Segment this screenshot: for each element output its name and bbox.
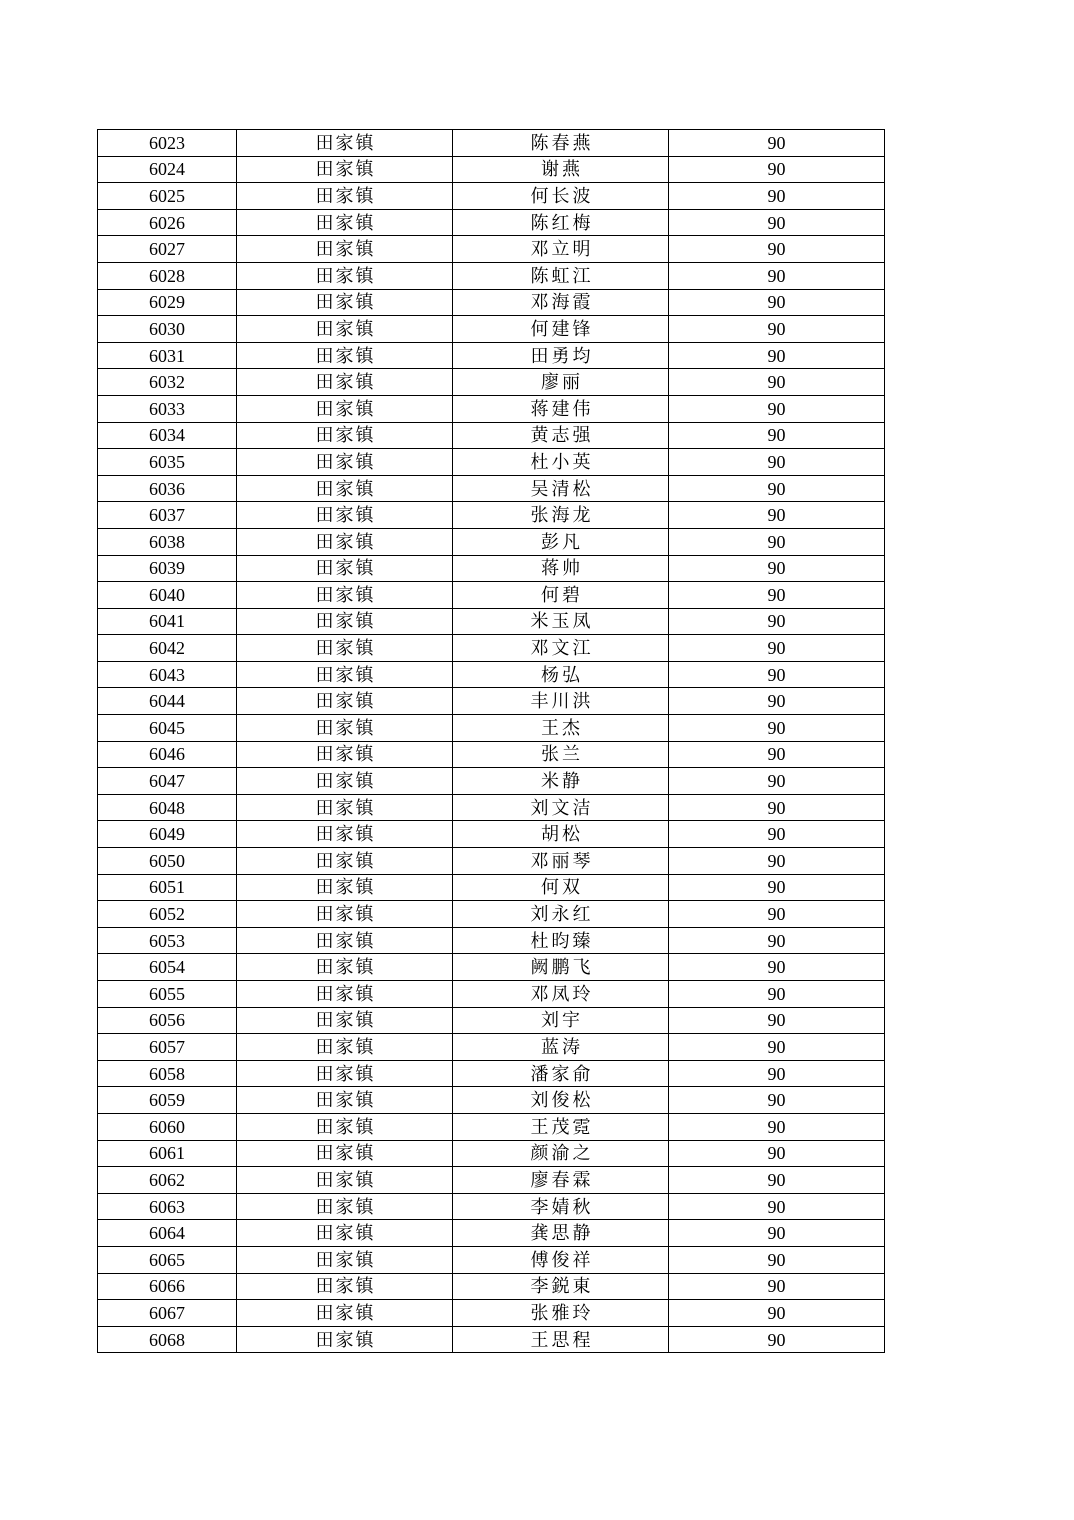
cell-town: 田家镇 bbox=[237, 342, 453, 369]
cell-id: 6023 bbox=[98, 130, 237, 157]
cell-id: 6032 bbox=[98, 369, 237, 396]
table-row bbox=[98, 981, 885, 1008]
table-row bbox=[98, 635, 885, 662]
cell-score: 90 bbox=[669, 236, 885, 263]
cell-name: 李婧秋 bbox=[453, 1193, 669, 1220]
cell-id: 6063 bbox=[98, 1193, 237, 1220]
table-row bbox=[98, 688, 885, 715]
cell-id: 6062 bbox=[98, 1167, 237, 1194]
cell-town: 田家镇 bbox=[237, 369, 453, 396]
cell-id: 6045 bbox=[98, 715, 237, 742]
cell-id: 6057 bbox=[98, 1034, 237, 1061]
cell-name: 米玉凤 bbox=[453, 608, 669, 635]
cell-score: 90 bbox=[669, 954, 885, 981]
table-row bbox=[98, 422, 885, 449]
table-row bbox=[98, 608, 885, 635]
table-row bbox=[98, 262, 885, 289]
table-row bbox=[98, 1273, 885, 1300]
table-row bbox=[98, 289, 885, 316]
cell-name: 陈红梅 bbox=[453, 209, 669, 236]
cell-town: 田家镇 bbox=[237, 183, 453, 210]
cell-id: 6046 bbox=[98, 741, 237, 768]
cell-name: 廖春霖 bbox=[453, 1167, 669, 1194]
cell-name: 张雅玲 bbox=[453, 1300, 669, 1327]
table-row bbox=[98, 395, 885, 422]
cell-town: 田家镇 bbox=[237, 236, 453, 263]
table-row bbox=[98, 449, 885, 476]
table-row bbox=[98, 1167, 885, 1194]
cell-town: 田家镇 bbox=[237, 1246, 453, 1273]
cell-score: 90 bbox=[669, 1246, 885, 1273]
table-row bbox=[98, 156, 885, 183]
cell-name: 田勇均 bbox=[453, 342, 669, 369]
cell-town: 田家镇 bbox=[237, 661, 453, 688]
cell-id: 6052 bbox=[98, 901, 237, 928]
table-row bbox=[98, 1007, 885, 1034]
cell-score: 90 bbox=[669, 1326, 885, 1353]
cell-id: 6050 bbox=[98, 848, 237, 875]
cell-name: 刘宇 bbox=[453, 1007, 669, 1034]
cell-town: 田家镇 bbox=[237, 1300, 453, 1327]
cell-name: 黄志强 bbox=[453, 422, 669, 449]
table-row bbox=[98, 183, 885, 210]
table-row bbox=[98, 1246, 885, 1273]
cell-score: 90 bbox=[669, 927, 885, 954]
cell-name: 杜昀臻 bbox=[453, 927, 669, 954]
cell-town: 田家镇 bbox=[237, 582, 453, 609]
cell-id: 6065 bbox=[98, 1246, 237, 1273]
cell-name: 傅俊祥 bbox=[453, 1246, 669, 1273]
cell-town: 田家镇 bbox=[237, 741, 453, 768]
cell-name: 陈虹江 bbox=[453, 262, 669, 289]
table-row bbox=[98, 1220, 885, 1247]
table-row bbox=[98, 582, 885, 609]
table-row bbox=[98, 874, 885, 901]
cell-score: 90 bbox=[669, 1007, 885, 1034]
cell-score: 90 bbox=[669, 688, 885, 715]
cell-name: 何碧 bbox=[453, 582, 669, 609]
cell-town: 田家镇 bbox=[237, 289, 453, 316]
cell-score: 90 bbox=[669, 1140, 885, 1167]
table-row bbox=[98, 1034, 885, 1061]
table-row bbox=[98, 1300, 885, 1327]
cell-id: 6029 bbox=[98, 289, 237, 316]
cell-town: 田家镇 bbox=[237, 422, 453, 449]
cell-name: 李鋭東 bbox=[453, 1273, 669, 1300]
cell-town: 田家镇 bbox=[237, 1034, 453, 1061]
table-row bbox=[98, 1140, 885, 1167]
cell-name: 杨弘 bbox=[453, 661, 669, 688]
cell-id: 6025 bbox=[98, 183, 237, 210]
cell-name: 刘永红 bbox=[453, 901, 669, 928]
cell-town: 田家镇 bbox=[237, 316, 453, 343]
cell-id: 6031 bbox=[98, 342, 237, 369]
cell-score: 90 bbox=[669, 661, 885, 688]
table-row bbox=[98, 1087, 885, 1114]
cell-name: 刘俊松 bbox=[453, 1087, 669, 1114]
table-row bbox=[98, 528, 885, 555]
table-row bbox=[98, 715, 885, 742]
cell-name: 邓丽琴 bbox=[453, 848, 669, 875]
cell-score: 90 bbox=[669, 449, 885, 476]
table-row bbox=[98, 954, 885, 981]
cell-score: 90 bbox=[669, 715, 885, 742]
cell-name: 蒋帅 bbox=[453, 555, 669, 582]
cell-name: 颜渝之 bbox=[453, 1140, 669, 1167]
cell-score: 90 bbox=[669, 130, 885, 157]
cell-score: 90 bbox=[669, 635, 885, 662]
cell-score: 90 bbox=[669, 608, 885, 635]
cell-town: 田家镇 bbox=[237, 262, 453, 289]
cell-town: 田家镇 bbox=[237, 821, 453, 848]
table-row bbox=[98, 661, 885, 688]
cell-score: 90 bbox=[669, 262, 885, 289]
cell-name: 蒋建伟 bbox=[453, 395, 669, 422]
table-row bbox=[98, 316, 885, 343]
table-row bbox=[98, 502, 885, 529]
cell-name: 蓝涛 bbox=[453, 1034, 669, 1061]
table-row bbox=[98, 555, 885, 582]
cell-id: 6028 bbox=[98, 262, 237, 289]
cell-name: 廖丽 bbox=[453, 369, 669, 396]
cell-name: 丰川洪 bbox=[453, 688, 669, 715]
cell-town: 田家镇 bbox=[237, 1087, 453, 1114]
table-row bbox=[98, 130, 885, 157]
cell-town: 田家镇 bbox=[237, 1273, 453, 1300]
cell-score: 90 bbox=[669, 289, 885, 316]
cell-id: 6044 bbox=[98, 688, 237, 715]
cell-name: 王杰 bbox=[453, 715, 669, 742]
cell-town: 田家镇 bbox=[237, 954, 453, 981]
cell-name: 王茂霓 bbox=[453, 1113, 669, 1140]
cell-score: 90 bbox=[669, 1113, 885, 1140]
cell-score: 90 bbox=[669, 475, 885, 502]
cell-score: 90 bbox=[669, 528, 885, 555]
cell-name: 张兰 bbox=[453, 741, 669, 768]
cell-id: 6068 bbox=[98, 1326, 237, 1353]
cell-score: 90 bbox=[669, 183, 885, 210]
cell-town: 田家镇 bbox=[237, 608, 453, 635]
cell-id: 6047 bbox=[98, 768, 237, 795]
table-row bbox=[98, 236, 885, 263]
table-row bbox=[98, 794, 885, 821]
cell-name: 阙鹏飞 bbox=[453, 954, 669, 981]
cell-town: 田家镇 bbox=[237, 715, 453, 742]
cell-town: 田家镇 bbox=[237, 156, 453, 183]
cell-name: 吴清松 bbox=[453, 475, 669, 502]
cell-id: 6061 bbox=[98, 1140, 237, 1167]
cell-score: 90 bbox=[669, 821, 885, 848]
cell-score: 90 bbox=[669, 369, 885, 396]
cell-id: 6056 bbox=[98, 1007, 237, 1034]
cell-score: 90 bbox=[669, 1034, 885, 1061]
cell-name: 陈春燕 bbox=[453, 130, 669, 157]
cell-town: 田家镇 bbox=[237, 449, 453, 476]
cell-name: 王思程 bbox=[453, 1326, 669, 1353]
table-row bbox=[98, 1326, 885, 1353]
cell-id: 6051 bbox=[98, 874, 237, 901]
cell-town: 田家镇 bbox=[237, 688, 453, 715]
cell-town: 田家镇 bbox=[237, 475, 453, 502]
cell-score: 90 bbox=[669, 1167, 885, 1194]
cell-score: 90 bbox=[669, 316, 885, 343]
table-row bbox=[98, 927, 885, 954]
cell-town: 田家镇 bbox=[237, 1140, 453, 1167]
cell-name: 邓文江 bbox=[453, 635, 669, 662]
cell-town: 田家镇 bbox=[237, 1220, 453, 1247]
cell-town: 田家镇 bbox=[237, 901, 453, 928]
cell-town: 田家镇 bbox=[237, 874, 453, 901]
table-body bbox=[98, 130, 885, 1353]
cell-town: 田家镇 bbox=[237, 395, 453, 422]
cell-name: 龚思静 bbox=[453, 1220, 669, 1247]
cell-name: 何建锋 bbox=[453, 316, 669, 343]
cell-name: 米静 bbox=[453, 768, 669, 795]
cell-town: 田家镇 bbox=[237, 1193, 453, 1220]
cell-score: 90 bbox=[669, 156, 885, 183]
cell-score: 90 bbox=[669, 209, 885, 236]
cell-id: 6060 bbox=[98, 1113, 237, 1140]
table-row bbox=[98, 1060, 885, 1087]
cell-id: 6049 bbox=[98, 821, 237, 848]
cell-id: 6024 bbox=[98, 156, 237, 183]
cell-id: 6055 bbox=[98, 981, 237, 1008]
cell-town: 田家镇 bbox=[237, 1326, 453, 1353]
table-row bbox=[98, 901, 885, 928]
cell-town: 田家镇 bbox=[237, 794, 453, 821]
cell-town: 田家镇 bbox=[237, 130, 453, 157]
cell-town: 田家镇 bbox=[237, 848, 453, 875]
cell-id: 6066 bbox=[98, 1273, 237, 1300]
cell-score: 90 bbox=[669, 502, 885, 529]
cell-id: 6034 bbox=[98, 422, 237, 449]
cell-id: 6037 bbox=[98, 502, 237, 529]
cell-id: 6041 bbox=[98, 608, 237, 635]
cell-town: 田家镇 bbox=[237, 981, 453, 1008]
cell-score: 90 bbox=[669, 395, 885, 422]
cell-id: 6039 bbox=[98, 555, 237, 582]
table-row bbox=[98, 848, 885, 875]
cell-score: 90 bbox=[669, 342, 885, 369]
cell-id: 6043 bbox=[98, 661, 237, 688]
cell-id: 6036 bbox=[98, 475, 237, 502]
cell-score: 90 bbox=[669, 1193, 885, 1220]
cell-name: 何长波 bbox=[453, 183, 669, 210]
cell-town: 田家镇 bbox=[237, 555, 453, 582]
cell-name: 彭凡 bbox=[453, 528, 669, 555]
cell-id: 6053 bbox=[98, 927, 237, 954]
table-row bbox=[98, 369, 885, 396]
cell-id: 6059 bbox=[98, 1087, 237, 1114]
cell-score: 90 bbox=[669, 582, 885, 609]
cell-name: 杜小英 bbox=[453, 449, 669, 476]
cell-score: 90 bbox=[669, 794, 885, 821]
cell-score: 90 bbox=[669, 555, 885, 582]
cell-id: 6038 bbox=[98, 528, 237, 555]
cell-score: 90 bbox=[669, 848, 885, 875]
cell-id: 6067 bbox=[98, 1300, 237, 1327]
cell-name: 胡松 bbox=[453, 821, 669, 848]
cell-name: 潘家俞 bbox=[453, 1060, 669, 1087]
cell-score: 90 bbox=[669, 1087, 885, 1114]
cell-score: 90 bbox=[669, 1300, 885, 1327]
table-row bbox=[98, 209, 885, 236]
cell-score: 90 bbox=[669, 422, 885, 449]
cell-name: 邓立明 bbox=[453, 236, 669, 263]
cell-town: 田家镇 bbox=[237, 768, 453, 795]
cell-score: 90 bbox=[669, 874, 885, 901]
cell-town: 田家镇 bbox=[237, 927, 453, 954]
table-row bbox=[98, 1113, 885, 1140]
cell-town: 田家镇 bbox=[237, 209, 453, 236]
cell-town: 田家镇 bbox=[237, 1167, 453, 1194]
cell-id: 6064 bbox=[98, 1220, 237, 1247]
cell-id: 6048 bbox=[98, 794, 237, 821]
cell-id: 6040 bbox=[98, 582, 237, 609]
cell-score: 90 bbox=[669, 901, 885, 928]
table-row bbox=[98, 768, 885, 795]
cell-town: 田家镇 bbox=[237, 1007, 453, 1034]
cell-score: 90 bbox=[669, 1060, 885, 1087]
cell-name: 谢燕 bbox=[453, 156, 669, 183]
cell-id: 6035 bbox=[98, 449, 237, 476]
cell-name: 邓海霞 bbox=[453, 289, 669, 316]
table-row bbox=[98, 342, 885, 369]
cell-score: 90 bbox=[669, 1220, 885, 1247]
cell-id: 6058 bbox=[98, 1060, 237, 1087]
cell-id: 6033 bbox=[98, 395, 237, 422]
cell-id: 6054 bbox=[98, 954, 237, 981]
cell-town: 田家镇 bbox=[237, 528, 453, 555]
cell-town: 田家镇 bbox=[237, 1113, 453, 1140]
data-table bbox=[97, 129, 885, 1353]
cell-score: 90 bbox=[669, 741, 885, 768]
table-row bbox=[98, 1193, 885, 1220]
cell-id: 6042 bbox=[98, 635, 237, 662]
table-row bbox=[98, 475, 885, 502]
cell-name: 何双 bbox=[453, 874, 669, 901]
cell-name: 邓凤玲 bbox=[453, 981, 669, 1008]
cell-id: 6027 bbox=[98, 236, 237, 263]
cell-score: 90 bbox=[669, 768, 885, 795]
cell-name: 张海龙 bbox=[453, 502, 669, 529]
cell-town: 田家镇 bbox=[237, 635, 453, 662]
cell-name: 刘文洁 bbox=[453, 794, 669, 821]
table-row bbox=[98, 821, 885, 848]
table-row bbox=[98, 741, 885, 768]
cell-id: 6026 bbox=[98, 209, 237, 236]
cell-score: 90 bbox=[669, 981, 885, 1008]
cell-id: 6030 bbox=[98, 316, 237, 343]
cell-score: 90 bbox=[669, 1273, 885, 1300]
cell-town: 田家镇 bbox=[237, 1060, 453, 1087]
cell-town: 田家镇 bbox=[237, 502, 453, 529]
